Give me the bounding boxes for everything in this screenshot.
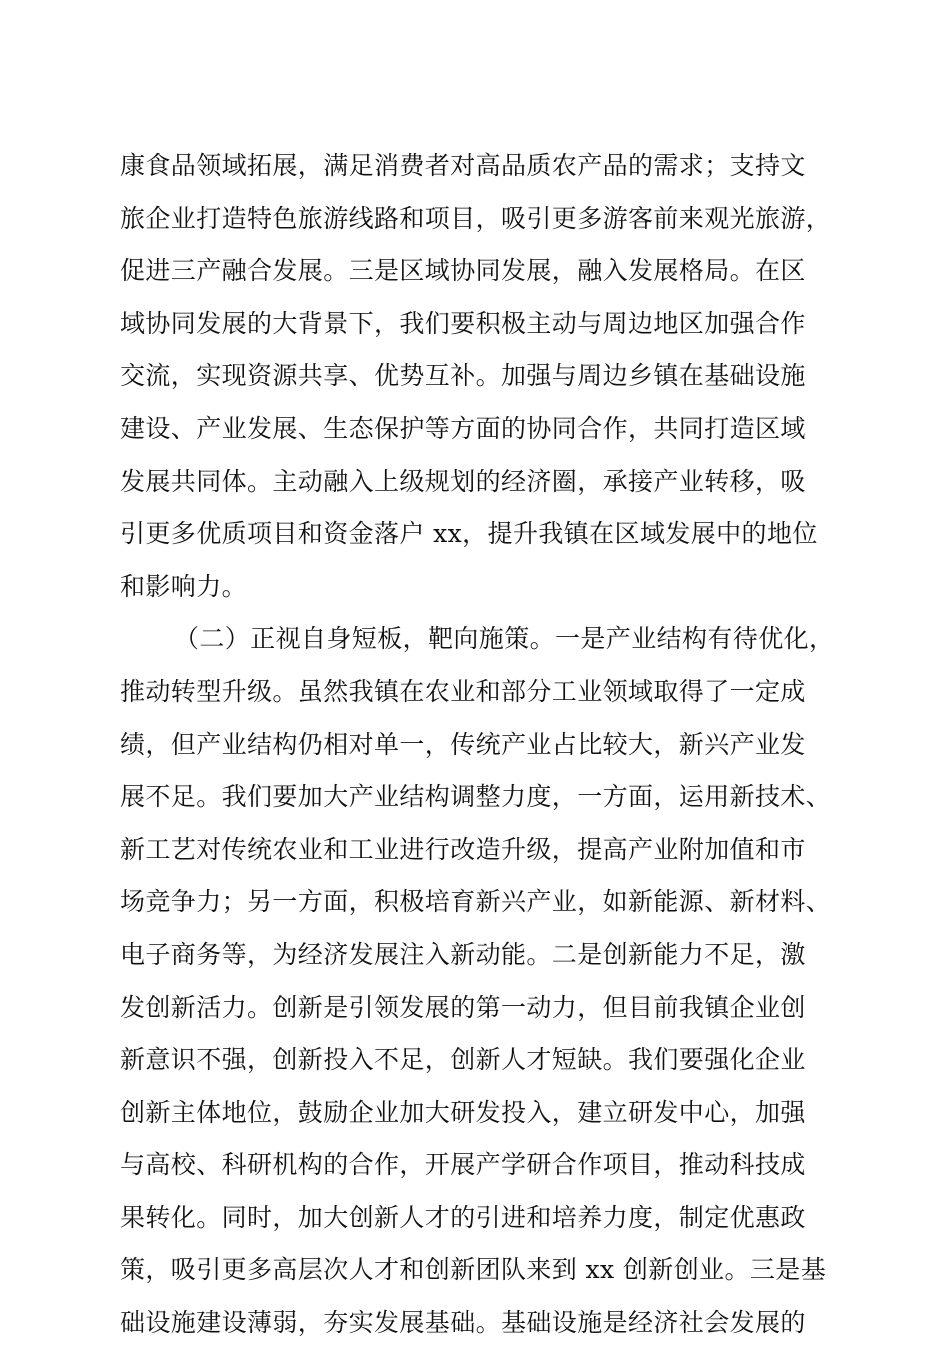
text-line: 旅企业打造特色旅游线路和项目，吸引更多游客前来观光旅游， [120,203,832,233]
text-line: 场竞争力；另一方面，积极培育新兴产业，如新能源、新材料、 [120,887,832,917]
text-line: 交流，实现资源共享、优势互补。加强与周边乡镇在基础设施 [120,361,806,391]
text-line: 发展共同体。主动融入上级规划的经济圈，承接产业转移，吸 [120,466,806,496]
text-line: 康食品领域拓展，满足消费者对高品质农产品的需求；支持文 [120,151,806,180]
text-line: 策，吸引更多高层次人才和创新团队来到 xx 创新创业。三是基 [120,1255,827,1285]
text-line: 和影响力。 [120,571,248,601]
text-line: 绩，但产业结构仍相对单一，传统产业占比较大，新兴产业发 [120,729,806,759]
text-line: 建设、产业发展、生态保护等方面的协同合作，共同打造区域 [120,413,806,443]
text-line: 与高校、科研机构的合作，开展产学研合作项目，推动科技成 [120,1150,806,1180]
text-line: 促进三产融合发展。三是区域协同发展，融入发展格局。在区 [120,256,806,286]
body-text [120,140,840,1350]
text-line: 域协同发展的大背景下，我们要积极主动与周边地区加强合作 [120,308,806,338]
text-line: 发创新活力。创新是引领发展的第一动力，但目前我镇企业创 [120,992,806,1022]
text-line: 推动转型升级。虽然我镇在农业和部分工业领域取得了一定成 [120,676,806,706]
section-heading-line: （二）正视自身短板，靶向施策。一是产业结构有待优化， [174,624,835,654]
text-line: 创新主体地位，鼓励企业加大研发投入，建立研发中心，加强 [120,1097,806,1127]
text-line: 引更多优质项目和资金落户 xx，提升我镇在区域发展中的地位 [120,519,818,549]
text-line: 新工艺对传统农业和工业进行改造升级，提高产业附加值和市 [120,834,806,864]
text-line: 果转化。同时，加大创新人才的引进和培养力度，制定优惠政 [120,1202,806,1232]
text-line: 展不足。我们要加大产业结构调整力度，一方面，运用新技术、 [120,782,832,812]
text-line: 新意识不强，创新投入不足，创新人才短缺。我们要强化企业 [120,1045,806,1075]
text-line: 础设施建设薄弱，夯实发展基础。基础设施是经济社会发展的 [120,1308,806,1338]
text-line: 电子商务等，为经济发展注入新动能。二是创新能力不足，激 [120,939,806,969]
